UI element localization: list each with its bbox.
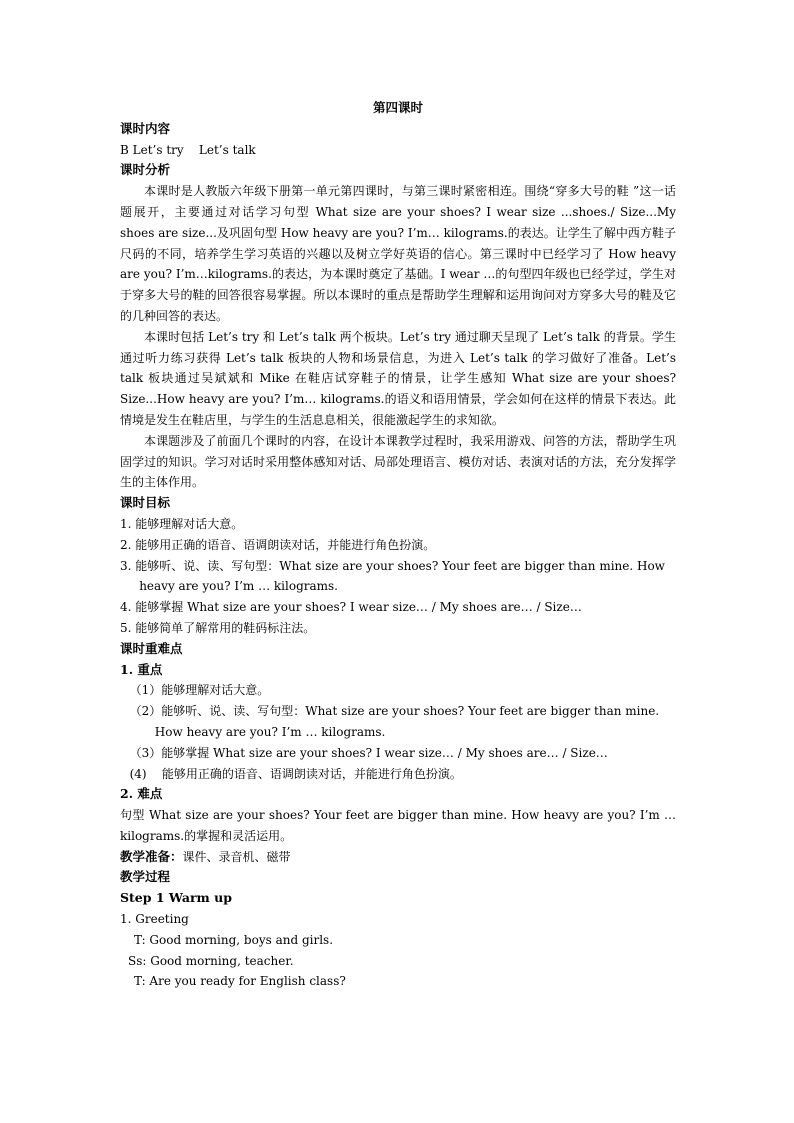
goal-item: 1. 能够理解对话大意。 — [120, 516, 244, 531]
difficulty-subheading: 2. 难点 — [120, 786, 163, 802]
preparation-line — [120, 847, 676, 868]
preparation-label: 教学准备： — [120, 848, 183, 864]
content-text: B Let’s try Let’s talk — [120, 142, 256, 157]
key-point-item: （1）能够理解对话大意。 — [129, 683, 270, 698]
difficulty-text: 句型 What size are your shoes? Your feet are bigger than mine. How heavy are you? I’m … kilograms.的掌握和灵活运用。 — [120, 808, 676, 843]
dialog-line: T: Good morning, boys and girls. — [134, 932, 334, 947]
goal-item: 2. 能够用正确的语音、语调朗读对话，并能进行角色扮演。 — [120, 537, 436, 552]
analysis-paragraph-3: 本课题涉及了前面几个课时的内容，在设计本课教学过程时，我采用游戏、问答的方法，帮助学生巩固学过的知识。学习对话时采用整体感知对话、局部处理语言、模仿对话、表演对话的方法，充分发挥学生的主体作用。 — [120, 433, 676, 490]
goal-item: 5. 能够简单了解常用的鞋码标注法。 — [120, 620, 316, 635]
greeting-item: 1. Greeting — [120, 912, 189, 927]
analysis-heading: 课时分析 — [120, 162, 171, 178]
document-body — [120, 98, 676, 992]
process-heading: 教学过程 — [120, 869, 171, 885]
key-point-item: （3）能够掌握 What size are your shoes? I wear size… / My shoes are… / Size… — [129, 745, 608, 760]
dialog-line: Ss: Good morning, teacher. — [128, 953, 294, 968]
analysis-paragraph-2: 本课时包括 Let’s try 和 Let’s talk 两个板块。Let’s try 通过聊天呈现了 Let’s talk 的背景。学生通过听力练习获得 Let’s talk 板块的人物和场景信息，为进入 Let’s talk 的学习做好了准备。Let’s talk 板块通过吴斌斌和 Mike 在鞋店试穿鞋子的情景，让学生感知 What size are your shoes? Size...How heavy are you? I’m… kilograms.的语义和语用情景，学会如何在这样的情景下表达。此情境是发生在鞋店里，与学生的生活息息相关，很能激起学生的求知欲。 — [120, 329, 676, 427]
key-point-item: (4) 能够用正确的语音、语调朗读对话，并能进行角色扮演。 — [129, 766, 462, 781]
preparation-text: 课件、录音机、磁带 — [182, 849, 291, 864]
page-title: 第四课时 — [372, 100, 423, 115]
key-point-item: （2）能够听、说、读、写句型：What size are your shoes? Your feet are bigger than mine. How heavy are you? I’m … kilograms. — [129, 704, 660, 739]
content-heading: 课时内容 — [120, 120, 171, 136]
step-heading: Step 1 Warm up — [120, 890, 232, 906]
goal-item: 4. 能够掌握 What size are your shoes? I wear size… / My shoes are… / Size… — [120, 600, 582, 615]
key-points-subheading: 1. 重点 — [120, 661, 163, 677]
key-points-heading: 课时重难点 — [120, 640, 183, 656]
analysis-paragraph-1: 本课时是人教版六年级下册第一单元第四课时，与第三课时紧密相连。围绕“穿多大号的鞋 ”这一话题展开，主要通过对话学习句型 What size are your shoes? I wear size ...shoes./ Size...My shoes are size...及巩固句型 How heavy are you? I’m… kilograms.的表达。让学生了解中西方鞋子尺码的不同，培养学生学习英语的兴趣以及树立学好英语的信心。第三课时中已经学习了 How heavy are you? I’m…kilograms.的表达，为本课时奠定了基础。I wear …的句型四年级也已经学过，学生对于穿多大号的鞋的回答很容易掌握。所以本课时的重点是帮助学生理解和运用询问对方穿多大号的鞋及它的几种回答的表达。 — [120, 184, 676, 323]
goals-heading: 课时目标 — [120, 495, 171, 511]
goal-item: 3. 能够听、说、读、写句型：What size are your shoes? Your feet are bigger than mine. How heavy are you? I’m … kilograms. — [120, 558, 665, 594]
dialog-line: T: Are you ready for English class? — [134, 974, 346, 989]
